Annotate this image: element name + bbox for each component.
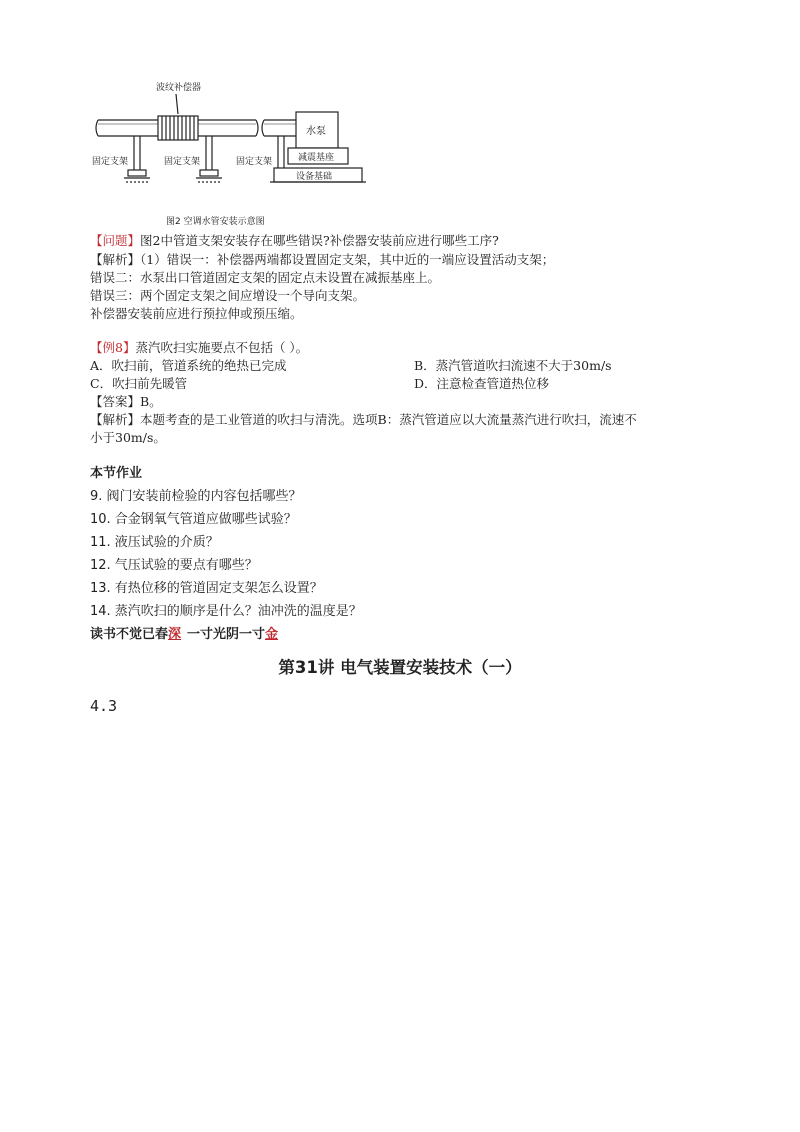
motto-word-2: 金 — [265, 627, 279, 642]
example-analysis-tag: 【解析】 — [90, 412, 141, 427]
example-tag: 【例8】 — [90, 340, 136, 355]
option-a: A．吹扫前，管道系统的绝热已完成 — [90, 358, 287, 373]
motto — [90, 624, 278, 646]
label-fixed-support-3: 固定支架 — [236, 157, 273, 167]
question-tag: 【问题】 — [90, 233, 141, 248]
label-fixed-support-1: 固定支架 — [92, 157, 129, 167]
figure-caption: 图2 空调水管安装示意图 — [166, 217, 265, 226]
lecture-title: 第31讲 电气装置安装技术（一） — [278, 658, 522, 677]
motto-part-2: 一寸光阴一寸 — [187, 627, 266, 642]
option-b: B．蒸汽管道吹扫流速不大于30m/s — [414, 358, 612, 373]
homework-item: 11. 液压试验的介质？ — [90, 535, 219, 550]
motto-word-1: 深 — [168, 627, 182, 642]
example-analysis-text: 本题考查的是工业管道的吹扫与清洗。选项B：蒸汽管道应以大流量蒸汽进行吹扫，流速不 — [140, 412, 637, 427]
example-stem: 蒸汽吹扫实施要点不包括（ ）。 — [135, 340, 309, 355]
motto-part-1: 读书不觉已春 — [90, 627, 169, 642]
example-analysis-line-1 — [90, 411, 637, 429]
question-analysis-line-4: 补偿器安装前应进行预拉伸或预压缩。 — [90, 306, 303, 321]
option-c: C．吹扫前先暖管 — [90, 376, 188, 391]
question-text: 图2中管道支架安装存在哪些错误?补偿器安装前应进行哪些工序? — [140, 233, 499, 248]
label-fixed-support-2: 固定支架 — [164, 157, 201, 167]
option-d: D．注意检查管道热位移 — [414, 376, 550, 391]
pipe-installation-diagram — [88, 78, 368, 226]
label-equipment-base: 设备基础 — [296, 172, 333, 182]
homework-item: 12. 气压试验的要点有哪些？ — [90, 558, 258, 573]
question-analysis-line-1: 【解析】（1）错误一：补偿器两端都设置固定支架，其中近的一端应设置活动支架； — [90, 252, 555, 267]
homework-item: 9. 阀门安装前检验的内容包括哪些？ — [90, 489, 302, 504]
example-answer: 【答案】B。 — [90, 394, 162, 409]
homework-item: 10. 合金钢氧气管道应做哪些试验？ — [90, 512, 297, 527]
homework-heading: 本节作业 — [90, 466, 143, 481]
section-number: 4.3 — [90, 697, 118, 715]
example-stem-line — [90, 339, 308, 357]
example-analysis-line-2: 小于30m/s。 — [90, 430, 166, 445]
label-damping-base: 减震基座 — [298, 153, 335, 163]
question-analysis-line-2: 错误二：水泵出口管道固定支架的固定点未设置在减振基座上。 — [90, 270, 441, 285]
label-pump: 水泵 — [306, 126, 326, 137]
homework-item: 14. 蒸汽吹扫的顺序是什么？油冲洗的温度是？ — [90, 604, 362, 619]
question-analysis-line-3: 错误三：两个固定支架之间应增设一个导向支架。 — [90, 288, 366, 303]
homework-item: 13. 有热位移的管道固定支架怎么设置？ — [90, 581, 323, 596]
question-line — [90, 232, 499, 250]
label-compensator: 波纹补偿器 — [156, 83, 202, 93]
